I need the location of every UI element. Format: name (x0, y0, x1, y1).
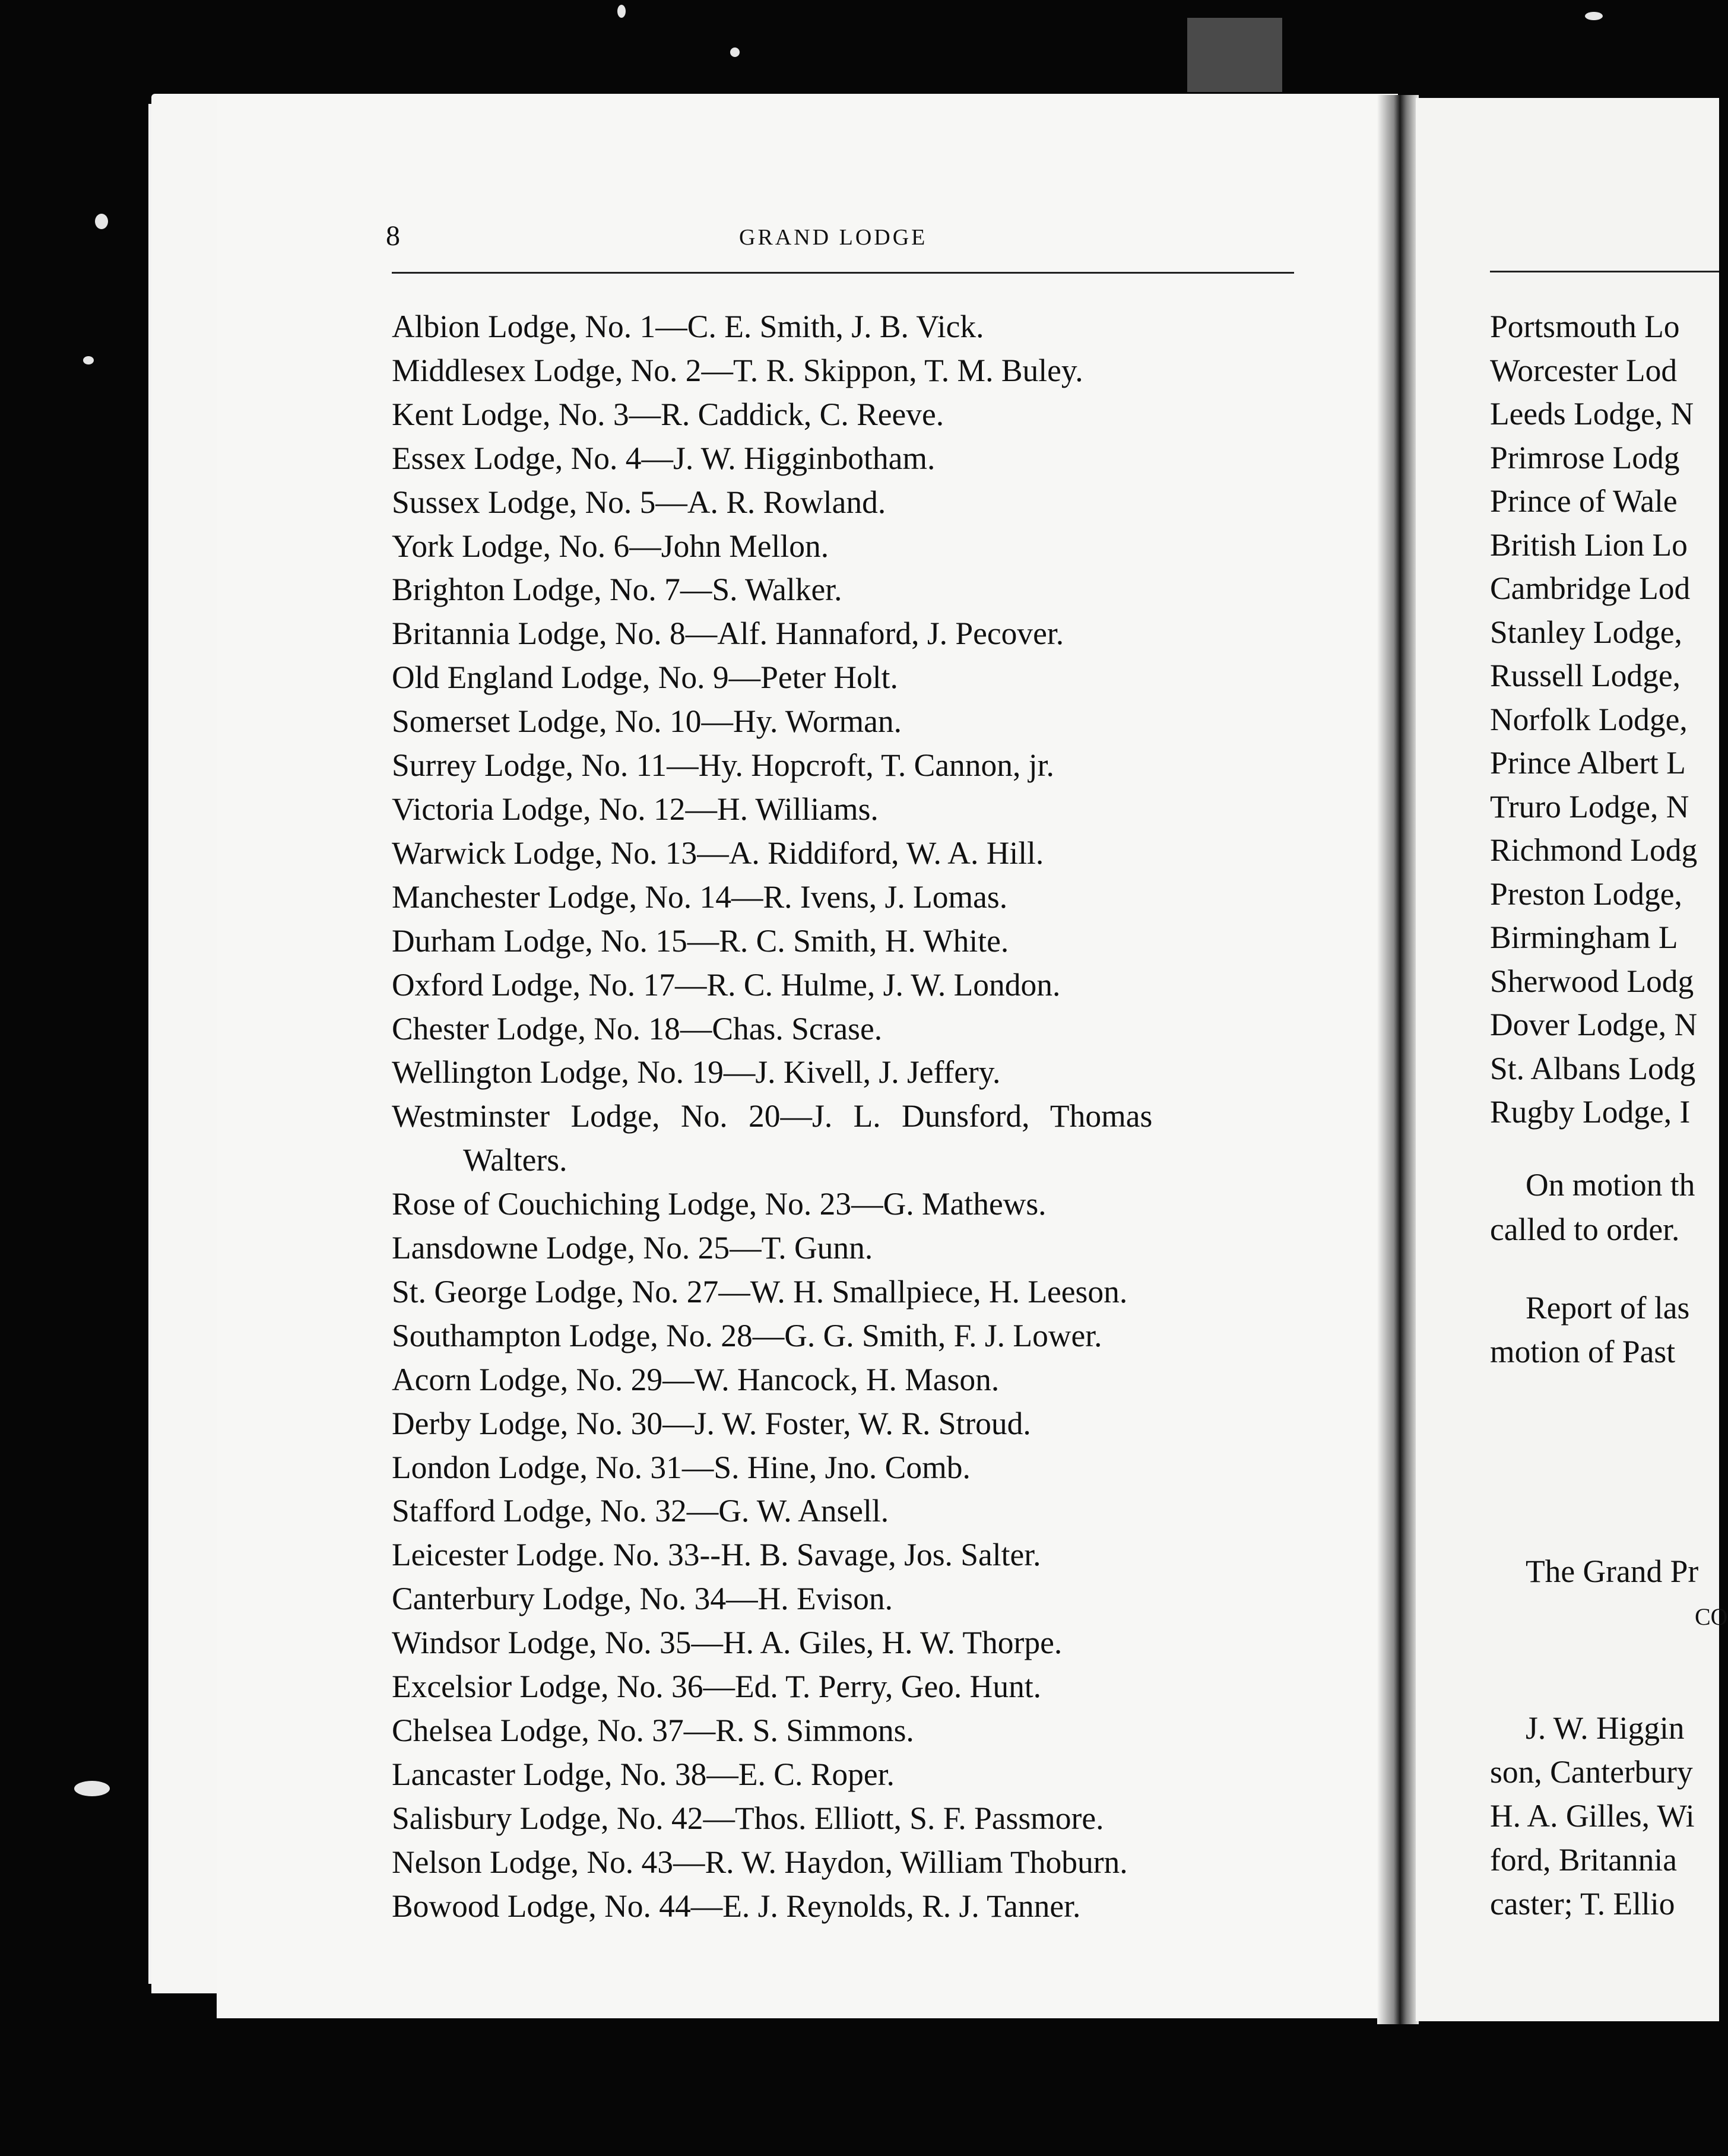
header-rule (392, 272, 1294, 274)
lodge-entry: Sherwood Lodg (1490, 963, 1694, 999)
right-paragraph-line: On motion th (1526, 1167, 1695, 1203)
lodge-entry: Warwick Lodge, No. 13—A. Riddiford, W. A. Hill. (392, 835, 1044, 871)
lodge-entry: Britannia Lodge, No. 8—Alf. Hannaford, J. Pecover. (392, 616, 1064, 652)
lodge-entry: St. Albans Lodg (1490, 1050, 1696, 1086)
scan-smudge (1187, 18, 1282, 92)
lodge-entry: Wellington Lodge, No. 19—J. Kivell, J. Jeffery. (392, 1054, 1001, 1090)
lodge-entry: York Lodge, No. 6—John Mellon. (392, 528, 829, 564)
scan-speck (74, 1781, 110, 1796)
lodge-entry: Victoria Lodge, No. 12—H. Williams. (392, 791, 879, 827)
lodge-entry: Stanley Lodge, (1490, 614, 1682, 650)
lodge-entry: Albion Lodge, No. 1—C. E. Smith, J. B. Vick. (392, 309, 984, 344)
lodge-entry: Chelsea Lodge, No. 37—R. S. Simmons. (392, 1713, 914, 1748)
lodge-entry: Somerset Lodge, No. 10—Hy. Worman. (392, 703, 902, 740)
lodge-entry: Middlesex Lodge, No. 2—T. R. Skippon, T. M. Buley. (392, 352, 1083, 388)
lodge-entry: Salisbury Lodge, No. 42—Thos. Elliott, S. F. Passmore. (392, 1800, 1104, 1836)
lodge-entry: Worcester Lod (1490, 352, 1678, 388)
lodge-entry: Prince Albert L (1490, 745, 1686, 781)
lodge-entry: Primrose Lodg (1490, 439, 1680, 475)
scan-speck (617, 5, 626, 18)
lodge-entry: Westminster Lodge, No. 20—J. L. Dunsford, Thomas (392, 1098, 1153, 1134)
scan-speck (1585, 12, 1603, 20)
right-paragraph-line: called to order. (1490, 1212, 1680, 1247)
lodge-entry: Derby Lodge, No. 30—J. W. Foster, W. R. Stroud. (392, 1405, 1031, 1441)
right-heading: The Grand Pr (1526, 1553, 1699, 1589)
lodge-entry: London Lodge, No. 31—S. Hine, Jno. Comb. (392, 1449, 971, 1485)
lodge-entry: Nelson Lodge, No. 43—R. W. Haydon, William Thoburn. (392, 1844, 1128, 1880)
right-paragraph-line: J. W. Higgin (1526, 1710, 1685, 1746)
scan-speck (83, 356, 94, 364)
lodge-entry: Portsmouth Lo (1490, 309, 1680, 344)
lodge-entry: Rose of Couchiching Lodge, No. 23—G. Mathews. (392, 1186, 1047, 1222)
right-header-rule (1490, 271, 1719, 272)
right-paragraph-line: ford, Britannia (1490, 1842, 1677, 1878)
lodge-entry: Old England Lodge, No. 9—Peter Holt. (392, 660, 898, 696)
lodge-entry: Sussex Lodge, No. 5—A. R. Rowland. (392, 484, 886, 520)
page-number: 8 (386, 220, 400, 252)
right-subheading: CO (1695, 1603, 1728, 1630)
lodge-entry: Windsor Lodge, No. 35—H. A. Giles, H. W. Thorpe. (392, 1625, 1063, 1661)
lodge-entry: British Lion Lo (1490, 527, 1688, 563)
lodge-entry: Norfolk Lodge, (1490, 701, 1688, 737)
right-paragraph-line: Report of las (1526, 1290, 1690, 1326)
book-gutter (1377, 95, 1419, 2024)
lodge-entry: Preston Lodge, (1490, 876, 1682, 912)
lodge-entry: Essex Lodge, No. 4—J. W. Higginbotham. (392, 440, 936, 476)
lodge-entry: Chester Lodge, No. 18—Chas. Scrase. (392, 1010, 883, 1047)
lodge-entry: Oxford Lodge, No. 17—R. C. Hulme, J. W. London. (392, 966, 1061, 1003)
lodge-entry: Richmond Lodg (1490, 832, 1698, 868)
scan-speck (730, 47, 740, 57)
lodge-entry: Lansdowne Lodge, No. 25—T. Gunn. (392, 1230, 873, 1266)
lodge-entry: Lancaster Lodge, No. 38—E. C. Roper. (392, 1756, 895, 1792)
lodge-entry: Russell Lodge, (1490, 658, 1681, 693)
lodge-entry: Bowood Lodge, No. 44—E. J. Reynolds, R. J. Tanner. (392, 1888, 1081, 1924)
lodge-entry: Leeds Lodge, N (1490, 396, 1694, 432)
lodge-entry: Manchester Lodge, No. 14—R. Ivens, J. Lomas. (392, 879, 1008, 915)
running-head: GRAND LODGE (739, 225, 928, 250)
lodge-entry: Stafford Lodge, No. 32—G. W. Ansell. (392, 1493, 889, 1529)
lodge-entry: Rugby Lodge, I (1490, 1094, 1691, 1130)
lodge-entry: Birmingham L (1490, 920, 1678, 955)
lodge-entry: Cambridge Lod (1490, 570, 1691, 606)
lodge-entry: Truro Lodge, N (1490, 788, 1689, 825)
lodge-entry: Brighton Lodge, No. 7—S. Walker. (392, 572, 842, 608)
lodge-entry: Acorn Lodge, No. 29—W. Hancock, H. Mason. (392, 1361, 1000, 1397)
right-paragraph-line: H. A. Gilles, Wi (1490, 1798, 1695, 1834)
lodge-list (392, 305, 1306, 1929)
lodge-entry: Dover Lodge, N (1490, 1007, 1698, 1042)
scan-speck (95, 214, 108, 229)
lodge-entry: Canterbury Lodge, No. 34—H. Evison. (392, 1581, 893, 1617)
lodge-entry: Leicester Lodge. No. 33--H. B. Savage, Jos. Salter. (392, 1537, 1041, 1573)
right-paragraph-line: son, Canterbury (1490, 1754, 1693, 1790)
lodge-entry-continuation: Walters. (463, 1142, 567, 1178)
lodge-entry: Southampton Lodge, No. 28—G. G. Smith, F. J. Lower. (392, 1317, 1102, 1353)
lodge-entry: Prince of Wale (1490, 483, 1678, 519)
lodge-entry: Surrey Lodge, No. 11—Hy. Hopcroft, T. Cannon, jr. (392, 747, 1054, 784)
right-paragraph-line: caster; T. Ellio (1490, 1886, 1675, 1922)
lodge-entry: Excelsior Lodge, No. 36—Ed. T. Perry, Geo. Hunt. (392, 1669, 1042, 1705)
lodge-entry: St. George Lodge, No. 27—W. H. Smallpiece, H. Leeson. (392, 1273, 1128, 1310)
lodge-entry: Kent Lodge, No. 3—R. Caddick, C. Reeve. (392, 396, 944, 432)
right-paragraph-line: motion of Past (1490, 1334, 1676, 1369)
right-lodge-list (1490, 305, 1727, 1134)
lodge-entry: Durham Lodge, No. 15—R. C. Smith, H. White. (392, 922, 1009, 959)
